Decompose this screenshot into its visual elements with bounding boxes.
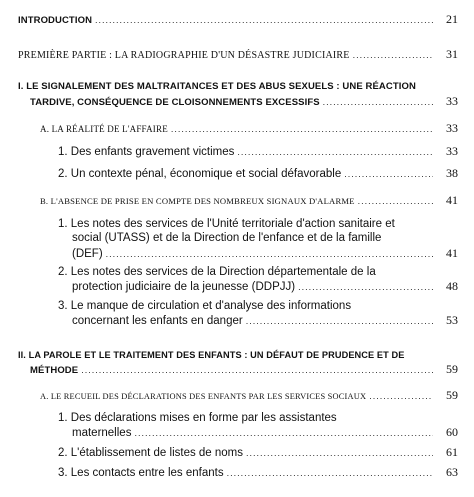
leader-dots [95, 13, 433, 27]
toc-page: 59 [446, 388, 458, 402]
toc-entry-sub-a2 [40, 388, 458, 404]
toc-page: 53 [446, 313, 458, 327]
toc-page: 38 [446, 166, 458, 180]
toc-entry-item-a2-3 [58, 465, 458, 480]
toc-label: maternelles [72, 427, 132, 439]
toc-entry-item-a1-1 [58, 144, 458, 159]
toc-label: B. L'ABSENCE DE PRISE EN COMPTE DES NOMBREUX SIGNAUX D'ALARME [40, 196, 355, 206]
leader-dots [171, 122, 433, 136]
toc-section1-line1: I. LE SIGNALEMENT DES MALTRAITANCES ET DES ABUS SEXUELS : UNE RÉACTION [18, 81, 416, 92]
toc-entry-introduction [18, 12, 458, 28]
leader-dots [369, 389, 433, 403]
toc-entry-item-b1-1 [72, 246, 458, 261]
leader-dots [353, 48, 433, 62]
toc-page: 61 [446, 445, 458, 459]
toc-entry-item-a1-2 [58, 166, 458, 181]
toc-item-b1-2-line1: 2. Les notes des services de la Direction départementale de la [58, 266, 376, 278]
toc-page: 33 [446, 121, 458, 135]
leader-dots [246, 314, 433, 328]
toc-entry-part1 [18, 47, 458, 63]
toc-label: A. LE RECUEIL DES DÉCLARATIONS DES ENFANTS PAR LES SERVICES SOCIAUX [40, 392, 367, 401]
toc-label: TARDIVE, CONSÉQUENCE DE CLOISONNEMENTS EXCESSIFS [30, 97, 320, 108]
toc-entry-item-b1-3 [72, 313, 458, 328]
toc-entry-item-b1-2 [72, 279, 458, 294]
leader-dots [106, 247, 433, 261]
toc-label: concernant les enfants en danger [72, 315, 243, 327]
toc-label: PREMIÈRE PARTIE : LA RADIOGRAPHIE D'UN DÉSASTRE JUDICIAIRE [18, 50, 350, 61]
toc-label: 1. Des enfants gravement victimes [58, 146, 235, 158]
leader-dots [323, 95, 433, 109]
leader-dots [134, 426, 433, 440]
toc-entry-item-a2-2 [58, 445, 458, 460]
toc-label: 2. Un contexte pénal, économique et social défavorable [58, 168, 342, 180]
leader-dots [358, 194, 433, 208]
toc-entry-item-a2-1 [72, 425, 458, 440]
toc-item-b1-1-line1: 1. Les notes des services de l'Unité territoriale d'action sanitaire et [58, 218, 395, 230]
toc-item-a2-1-line1: 1. Des déclarations mises en forme par les assistantes [58, 412, 337, 424]
toc-page: 60 [446, 425, 458, 439]
leader-dots [81, 363, 433, 377]
toc-item-b1-3-line1: 3. Le manque de circulation et d'analyse des informations [58, 300, 352, 312]
toc-label: (DEF) [72, 248, 103, 260]
toc-page: 63 [446, 465, 458, 479]
toc-page: 33 [446, 144, 458, 158]
leader-dots [227, 466, 433, 480]
leader-dots [344, 167, 433, 181]
toc-section2-line1: II. LA PAROLE ET LE TRAITEMENT DES ENFANTS : UN DÉFAUT DE PRUDENCE ET DE [18, 350, 405, 360]
toc-label: 2. L'établissement de listes de noms [58, 447, 244, 459]
toc-label: A. LA RÉALITÉ DE L'AFFAIRE [40, 124, 168, 134]
toc-page: 33 [446, 94, 458, 108]
toc-label: 3. Les contacts entre les enfants [58, 467, 224, 479]
toc-page: 41 [446, 246, 458, 260]
toc-item-b1-1-line2: social (UTASS) et de la Direction de l'enfance et de la famille [72, 232, 382, 244]
toc-entry-section1 [30, 94, 458, 110]
toc-page: 31 [446, 47, 458, 61]
toc-label: INTRODUCTION [18, 15, 93, 26]
toc-page: 41 [446, 193, 458, 207]
leader-dots [237, 145, 433, 159]
toc-page: 59 [446, 362, 458, 376]
toc-page: 48 [446, 279, 458, 293]
toc-label: MÉTHODE [30, 365, 79, 376]
toc-label: protection judiciaire de la jeunesse (DDPJJ) [72, 281, 296, 293]
leader-dots [246, 446, 433, 460]
toc-page: 21 [446, 12, 458, 26]
toc-entry-sub-a1 [40, 121, 458, 136]
toc-entry-sub-b1 [40, 193, 458, 208]
toc-entry-section2 [30, 362, 458, 378]
leader-dots [298, 280, 433, 294]
